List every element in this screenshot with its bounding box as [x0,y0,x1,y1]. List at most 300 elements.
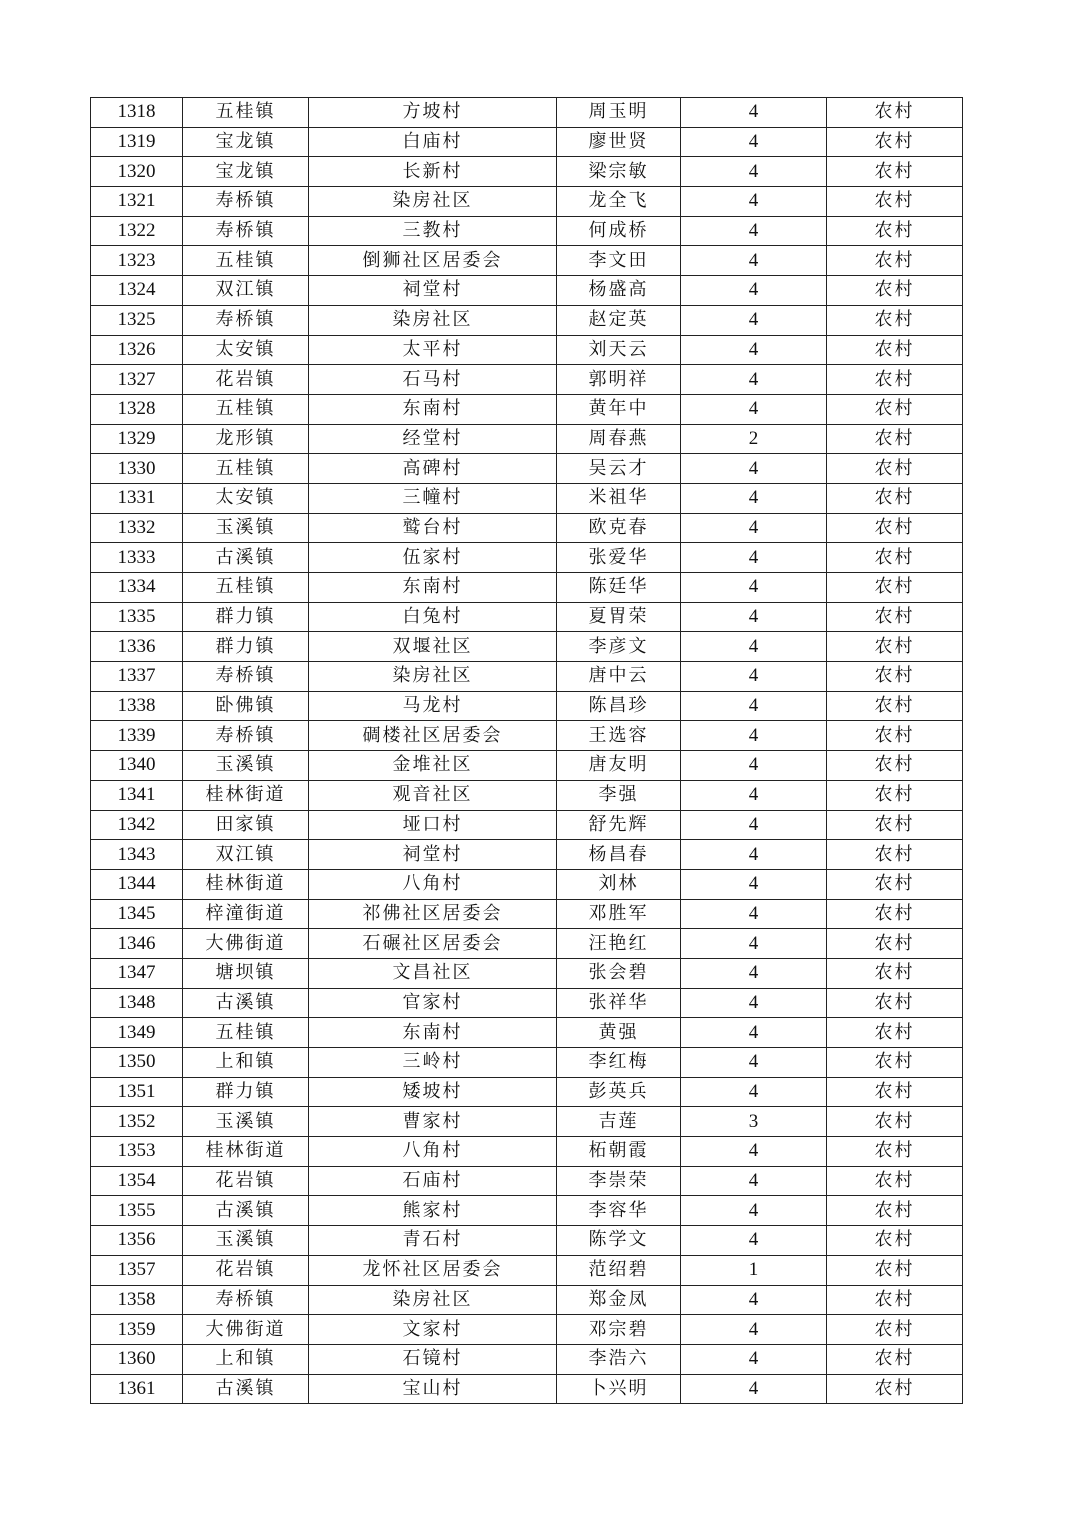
record-number-cell: 1318 [91,98,183,128]
count-value-cell: 4 [681,98,827,128]
table-row [91,483,963,513]
community-name-cell: 矮坡村 [309,1077,557,1107]
area-type-cell: 农村 [827,662,963,692]
table-row [91,780,963,810]
town-name-cell: 宝龙镇 [183,127,309,157]
town-name-cell: 田家镇 [183,810,309,840]
person-name-cell: 范绍碧 [557,1255,681,1285]
town-name-cell: 玉溪镇 [183,513,309,543]
record-number-cell: 1353 [91,1137,183,1167]
count-value-cell: 4 [681,1137,827,1167]
person-name-cell: 梁宗敏 [557,157,681,187]
area-type-cell: 农村 [827,602,963,632]
community-name-cell: 八角村 [309,1137,557,1167]
count-value-cell: 4 [681,780,827,810]
town-name-cell: 群力镇 [183,632,309,662]
town-name-cell: 古溪镇 [183,1374,309,1404]
town-name-cell: 双江镇 [183,840,309,870]
person-name-cell: 舒先辉 [557,810,681,840]
record-number-cell: 1357 [91,1255,183,1285]
community-name-cell: 金堆社区 [309,751,557,781]
person-name-cell: 杨昌春 [557,840,681,870]
table-row [91,305,963,335]
town-name-cell: 花岩镇 [183,1166,309,1196]
count-value-cell: 4 [681,543,827,573]
count-value-cell: 4 [681,335,827,365]
person-name-cell: 廖世贤 [557,127,681,157]
count-value-cell: 4 [681,454,827,484]
record-number-cell: 1327 [91,365,183,395]
community-name-cell: 宝山村 [309,1374,557,1404]
record-number-cell: 1356 [91,1226,183,1256]
table-row [91,840,963,870]
table-row [91,721,963,751]
town-name-cell: 寿桥镇 [183,187,309,217]
area-type-cell: 农村 [827,187,963,217]
area-type-cell: 农村 [827,1107,963,1137]
count-value-cell: 4 [681,246,827,276]
area-type-cell: 农村 [827,1077,963,1107]
count-value-cell: 4 [681,662,827,692]
community-name-cell: 长新村 [309,157,557,187]
table-row [91,958,963,988]
person-name-cell: 唐中云 [557,662,681,692]
record-number-cell: 1341 [91,780,183,810]
community-name-cell: 太平村 [309,335,557,365]
area-type-cell: 农村 [827,869,963,899]
community-name-cell: 石庙村 [309,1166,557,1196]
count-value-cell: 4 [681,632,827,662]
area-type-cell: 农村 [827,1374,963,1404]
count-value-cell: 4 [681,1196,827,1226]
community-name-cell: 垭口村 [309,810,557,840]
area-type-cell: 农村 [827,246,963,276]
record-number-cell: 1320 [91,157,183,187]
record-number-cell: 1332 [91,513,183,543]
area-type-cell: 农村 [827,721,963,751]
table-row [91,127,963,157]
person-name-cell: 刘林 [557,869,681,899]
community-name-cell: 祁佛社区居委会 [309,899,557,929]
record-number-cell: 1326 [91,335,183,365]
count-value-cell: 4 [681,1166,827,1196]
area-type-cell: 农村 [827,513,963,543]
community-name-cell: 染房社区 [309,305,557,335]
count-value-cell: 2 [681,424,827,454]
town-name-cell: 寿桥镇 [183,721,309,751]
person-name-cell: 王选容 [557,721,681,751]
town-name-cell: 寿桥镇 [183,216,309,246]
community-name-cell: 白兔村 [309,602,557,632]
table-row [91,276,963,306]
person-name-cell: 米祖华 [557,483,681,513]
community-name-cell: 东南村 [309,573,557,603]
record-number-cell: 1352 [91,1107,183,1137]
person-name-cell: 陈学文 [557,1226,681,1256]
table-row [91,365,963,395]
town-name-cell: 五桂镇 [183,394,309,424]
town-name-cell: 塘坝镇 [183,958,309,988]
area-type-cell: 农村 [827,929,963,959]
town-name-cell: 卧佛镇 [183,691,309,721]
community-name-cell: 白庙村 [309,127,557,157]
count-value-cell: 4 [681,216,827,246]
table-row [91,751,963,781]
record-number-cell: 1335 [91,602,183,632]
table-row [91,632,963,662]
record-number-cell: 1354 [91,1166,183,1196]
record-number-cell: 1351 [91,1077,183,1107]
community-name-cell: 祠堂村 [309,840,557,870]
community-name-cell: 观音社区 [309,780,557,810]
community-name-cell: 染房社区 [309,1285,557,1315]
table-row [91,1315,963,1345]
count-value-cell: 4 [681,1226,827,1256]
record-number-cell: 1321 [91,187,183,217]
person-name-cell: 李崇荣 [557,1166,681,1196]
area-type-cell: 农村 [827,1196,963,1226]
area-type-cell: 农村 [827,958,963,988]
town-name-cell: 玉溪镇 [183,751,309,781]
count-value-cell: 4 [681,1018,827,1048]
community-name-cell: 双堰社区 [309,632,557,662]
town-name-cell: 群力镇 [183,602,309,632]
person-name-cell: 陈廷华 [557,573,681,603]
record-number-cell: 1359 [91,1315,183,1345]
table-row [91,1196,963,1226]
town-name-cell: 群力镇 [183,1077,309,1107]
count-value-cell: 4 [681,157,827,187]
community-name-cell: 文昌社区 [309,958,557,988]
person-name-cell: 唐友明 [557,751,681,781]
community-name-cell: 石镜村 [309,1344,557,1374]
person-name-cell: 何成桥 [557,216,681,246]
area-type-cell: 农村 [827,1255,963,1285]
area-type-cell: 农村 [827,394,963,424]
record-number-cell: 1350 [91,1048,183,1078]
area-type-cell: 农村 [827,98,963,128]
count-value-cell: 4 [681,394,827,424]
person-name-cell: 赵定英 [557,305,681,335]
count-value-cell: 4 [681,810,827,840]
person-name-cell: 李强 [557,780,681,810]
person-name-cell: 郭明祥 [557,365,681,395]
area-type-cell: 农村 [827,365,963,395]
town-name-cell: 上和镇 [183,1048,309,1078]
record-number-cell: 1358 [91,1285,183,1315]
community-name-cell: 石马村 [309,365,557,395]
community-name-cell: 八角村 [309,869,557,899]
table-row [91,1374,963,1404]
community-name-cell: 碉楼社区居委会 [309,721,557,751]
person-name-cell: 刘天云 [557,335,681,365]
community-name-cell: 东南村 [309,394,557,424]
record-number-cell: 1343 [91,840,183,870]
person-name-cell: 黄强 [557,1018,681,1048]
area-type-cell: 农村 [827,810,963,840]
person-name-cell: 彭英兵 [557,1077,681,1107]
table-row [91,869,963,899]
town-name-cell: 龙形镇 [183,424,309,454]
person-name-cell: 吴云才 [557,454,681,484]
count-value-cell: 4 [681,1315,827,1345]
record-number-cell: 1319 [91,127,183,157]
table-row [91,1048,963,1078]
community-name-cell: 马龙村 [309,691,557,721]
person-name-cell: 张爱华 [557,543,681,573]
person-name-cell: 李文田 [557,246,681,276]
table-row [91,691,963,721]
community-name-cell: 三岭村 [309,1048,557,1078]
person-name-cell: 张会碧 [557,958,681,988]
table-row [91,810,963,840]
table-row [91,1344,963,1374]
person-name-cell: 张祥华 [557,988,681,1018]
town-name-cell: 玉溪镇 [183,1226,309,1256]
community-name-cell: 倒狮社区居委会 [309,246,557,276]
community-name-cell: 方坡村 [309,98,557,128]
person-name-cell: 李红梅 [557,1048,681,1078]
table-row [91,662,963,692]
count-value-cell: 4 [681,869,827,899]
town-name-cell: 桂林街道 [183,780,309,810]
count-value-cell: 4 [681,751,827,781]
record-number-cell: 1336 [91,632,183,662]
area-type-cell: 农村 [827,632,963,662]
town-name-cell: 五桂镇 [183,454,309,484]
person-name-cell: 周春燕 [557,424,681,454]
count-value-cell: 4 [681,1344,827,1374]
count-value-cell: 4 [681,602,827,632]
area-type-cell: 农村 [827,691,963,721]
person-name-cell: 邓宗碧 [557,1315,681,1345]
area-type-cell: 农村 [827,454,963,484]
records-table [90,97,963,1404]
table-row [91,216,963,246]
community-name-cell: 青石村 [309,1226,557,1256]
town-name-cell: 玉溪镇 [183,1107,309,1137]
record-number-cell: 1340 [91,751,183,781]
table-row [91,1166,963,1196]
town-name-cell: 五桂镇 [183,98,309,128]
area-type-cell: 农村 [827,127,963,157]
record-number-cell: 1355 [91,1196,183,1226]
town-name-cell: 花岩镇 [183,365,309,395]
table-row [91,454,963,484]
person-name-cell: 夏胃荣 [557,602,681,632]
town-name-cell: 宝龙镇 [183,157,309,187]
area-type-cell: 农村 [827,1226,963,1256]
record-number-cell: 1339 [91,721,183,751]
table-row [91,1107,963,1137]
community-name-cell: 官家村 [309,988,557,1018]
area-type-cell: 农村 [827,483,963,513]
table-row [91,602,963,632]
area-type-cell: 农村 [827,276,963,306]
area-type-cell: 农村 [827,780,963,810]
person-name-cell: 周玉明 [557,98,681,128]
count-value-cell: 4 [681,187,827,217]
community-name-cell: 伍家村 [309,543,557,573]
community-name-cell: 染房社区 [309,662,557,692]
record-number-cell: 1331 [91,483,183,513]
count-value-cell: 4 [681,305,827,335]
area-type-cell: 农村 [827,1315,963,1345]
table-row [91,246,963,276]
record-number-cell: 1329 [91,424,183,454]
area-type-cell: 农村 [827,751,963,781]
record-number-cell: 1347 [91,958,183,988]
community-name-cell: 东南村 [309,1018,557,1048]
area-type-cell: 农村 [827,216,963,246]
table-row [91,929,963,959]
table-row [91,394,963,424]
table-row [91,187,963,217]
town-name-cell: 桂林街道 [183,869,309,899]
table-row [91,1226,963,1256]
table-row [91,1137,963,1167]
community-name-cell: 经堂村 [309,424,557,454]
community-name-cell: 祠堂村 [309,276,557,306]
town-name-cell: 大佛街道 [183,1315,309,1345]
town-name-cell: 寿桥镇 [183,305,309,335]
person-name-cell: 龙全飞 [557,187,681,217]
community-name-cell: 三幢村 [309,483,557,513]
count-value-cell: 4 [681,721,827,751]
town-name-cell: 古溪镇 [183,988,309,1018]
table-row [91,543,963,573]
person-name-cell: 李浩六 [557,1344,681,1374]
area-type-cell: 农村 [827,424,963,454]
count-value-cell: 4 [681,929,827,959]
count-value-cell: 4 [681,988,827,1018]
record-number-cell: 1349 [91,1018,183,1048]
town-name-cell: 寿桥镇 [183,1285,309,1315]
community-name-cell: 高碑村 [309,454,557,484]
town-name-cell: 上和镇 [183,1344,309,1374]
record-number-cell: 1325 [91,305,183,335]
record-number-cell: 1334 [91,573,183,603]
count-value-cell: 4 [681,573,827,603]
town-name-cell: 双江镇 [183,276,309,306]
community-name-cell: 鹫台村 [309,513,557,543]
table-row [91,424,963,454]
table-row [91,1255,963,1285]
area-type-cell: 农村 [827,1344,963,1374]
record-number-cell: 1346 [91,929,183,959]
person-name-cell: 李容华 [557,1196,681,1226]
table-row [91,335,963,365]
person-name-cell: 陈昌珍 [557,691,681,721]
town-name-cell: 寿桥镇 [183,662,309,692]
count-value-cell: 4 [681,691,827,721]
area-type-cell: 农村 [827,1137,963,1167]
record-number-cell: 1324 [91,276,183,306]
community-name-cell: 染房社区 [309,187,557,217]
town-name-cell: 古溪镇 [183,1196,309,1226]
area-type-cell: 农村 [827,543,963,573]
count-value-cell: 4 [681,840,827,870]
community-name-cell: 石碾社区居委会 [309,929,557,959]
count-value-cell: 4 [681,127,827,157]
town-name-cell: 古溪镇 [183,543,309,573]
area-type-cell: 农村 [827,899,963,929]
community-name-cell: 熊家村 [309,1196,557,1226]
person-name-cell: 郑金凤 [557,1285,681,1315]
area-type-cell: 农村 [827,157,963,187]
community-name-cell: 三教村 [309,216,557,246]
record-number-cell: 1322 [91,216,183,246]
community-name-cell: 曹家村 [309,1107,557,1137]
person-name-cell: 欧克春 [557,513,681,543]
community-name-cell: 龙怀社区居委会 [309,1255,557,1285]
table-row [91,1285,963,1315]
record-number-cell: 1323 [91,246,183,276]
table-row [91,98,963,128]
record-number-cell: 1330 [91,454,183,484]
area-type-cell: 农村 [827,573,963,603]
community-name-cell: 文家村 [309,1315,557,1345]
count-value-cell: 1 [681,1255,827,1285]
table-row [91,573,963,603]
person-name-cell: 邓胜军 [557,899,681,929]
area-type-cell: 农村 [827,988,963,1018]
person-name-cell: 李彦文 [557,632,681,662]
table-row [91,513,963,543]
record-number-cell: 1342 [91,810,183,840]
record-number-cell: 1328 [91,394,183,424]
records-table-body [91,98,963,1404]
count-value-cell: 4 [681,365,827,395]
record-number-cell: 1361 [91,1374,183,1404]
area-type-cell: 农村 [827,1285,963,1315]
record-number-cell: 1338 [91,691,183,721]
town-name-cell: 五桂镇 [183,1018,309,1048]
person-name-cell: 卜兴明 [557,1374,681,1404]
town-name-cell: 五桂镇 [183,573,309,603]
record-number-cell: 1344 [91,869,183,899]
count-value-cell: 4 [681,1048,827,1078]
count-value-cell: 4 [681,1077,827,1107]
count-value-cell: 4 [681,513,827,543]
count-value-cell: 3 [681,1107,827,1137]
record-number-cell: 1348 [91,988,183,1018]
table-row [91,1077,963,1107]
record-number-cell: 1345 [91,899,183,929]
count-value-cell: 4 [681,1374,827,1404]
area-type-cell: 农村 [827,1018,963,1048]
table-row [91,1018,963,1048]
town-name-cell: 花岩镇 [183,1255,309,1285]
table-row [91,988,963,1018]
record-number-cell: 1337 [91,662,183,692]
person-name-cell: 汪艳红 [557,929,681,959]
table-row [91,899,963,929]
record-number-cell: 1333 [91,543,183,573]
count-value-cell: 4 [681,899,827,929]
count-value-cell: 4 [681,483,827,513]
town-name-cell: 太安镇 [183,335,309,365]
area-type-cell: 农村 [827,305,963,335]
town-name-cell: 五桂镇 [183,246,309,276]
town-name-cell: 太安镇 [183,483,309,513]
area-type-cell: 农村 [827,1048,963,1078]
area-type-cell: 农村 [827,335,963,365]
count-value-cell: 4 [681,1285,827,1315]
record-number-cell: 1360 [91,1344,183,1374]
table-row [91,157,963,187]
town-name-cell: 大佛街道 [183,929,309,959]
